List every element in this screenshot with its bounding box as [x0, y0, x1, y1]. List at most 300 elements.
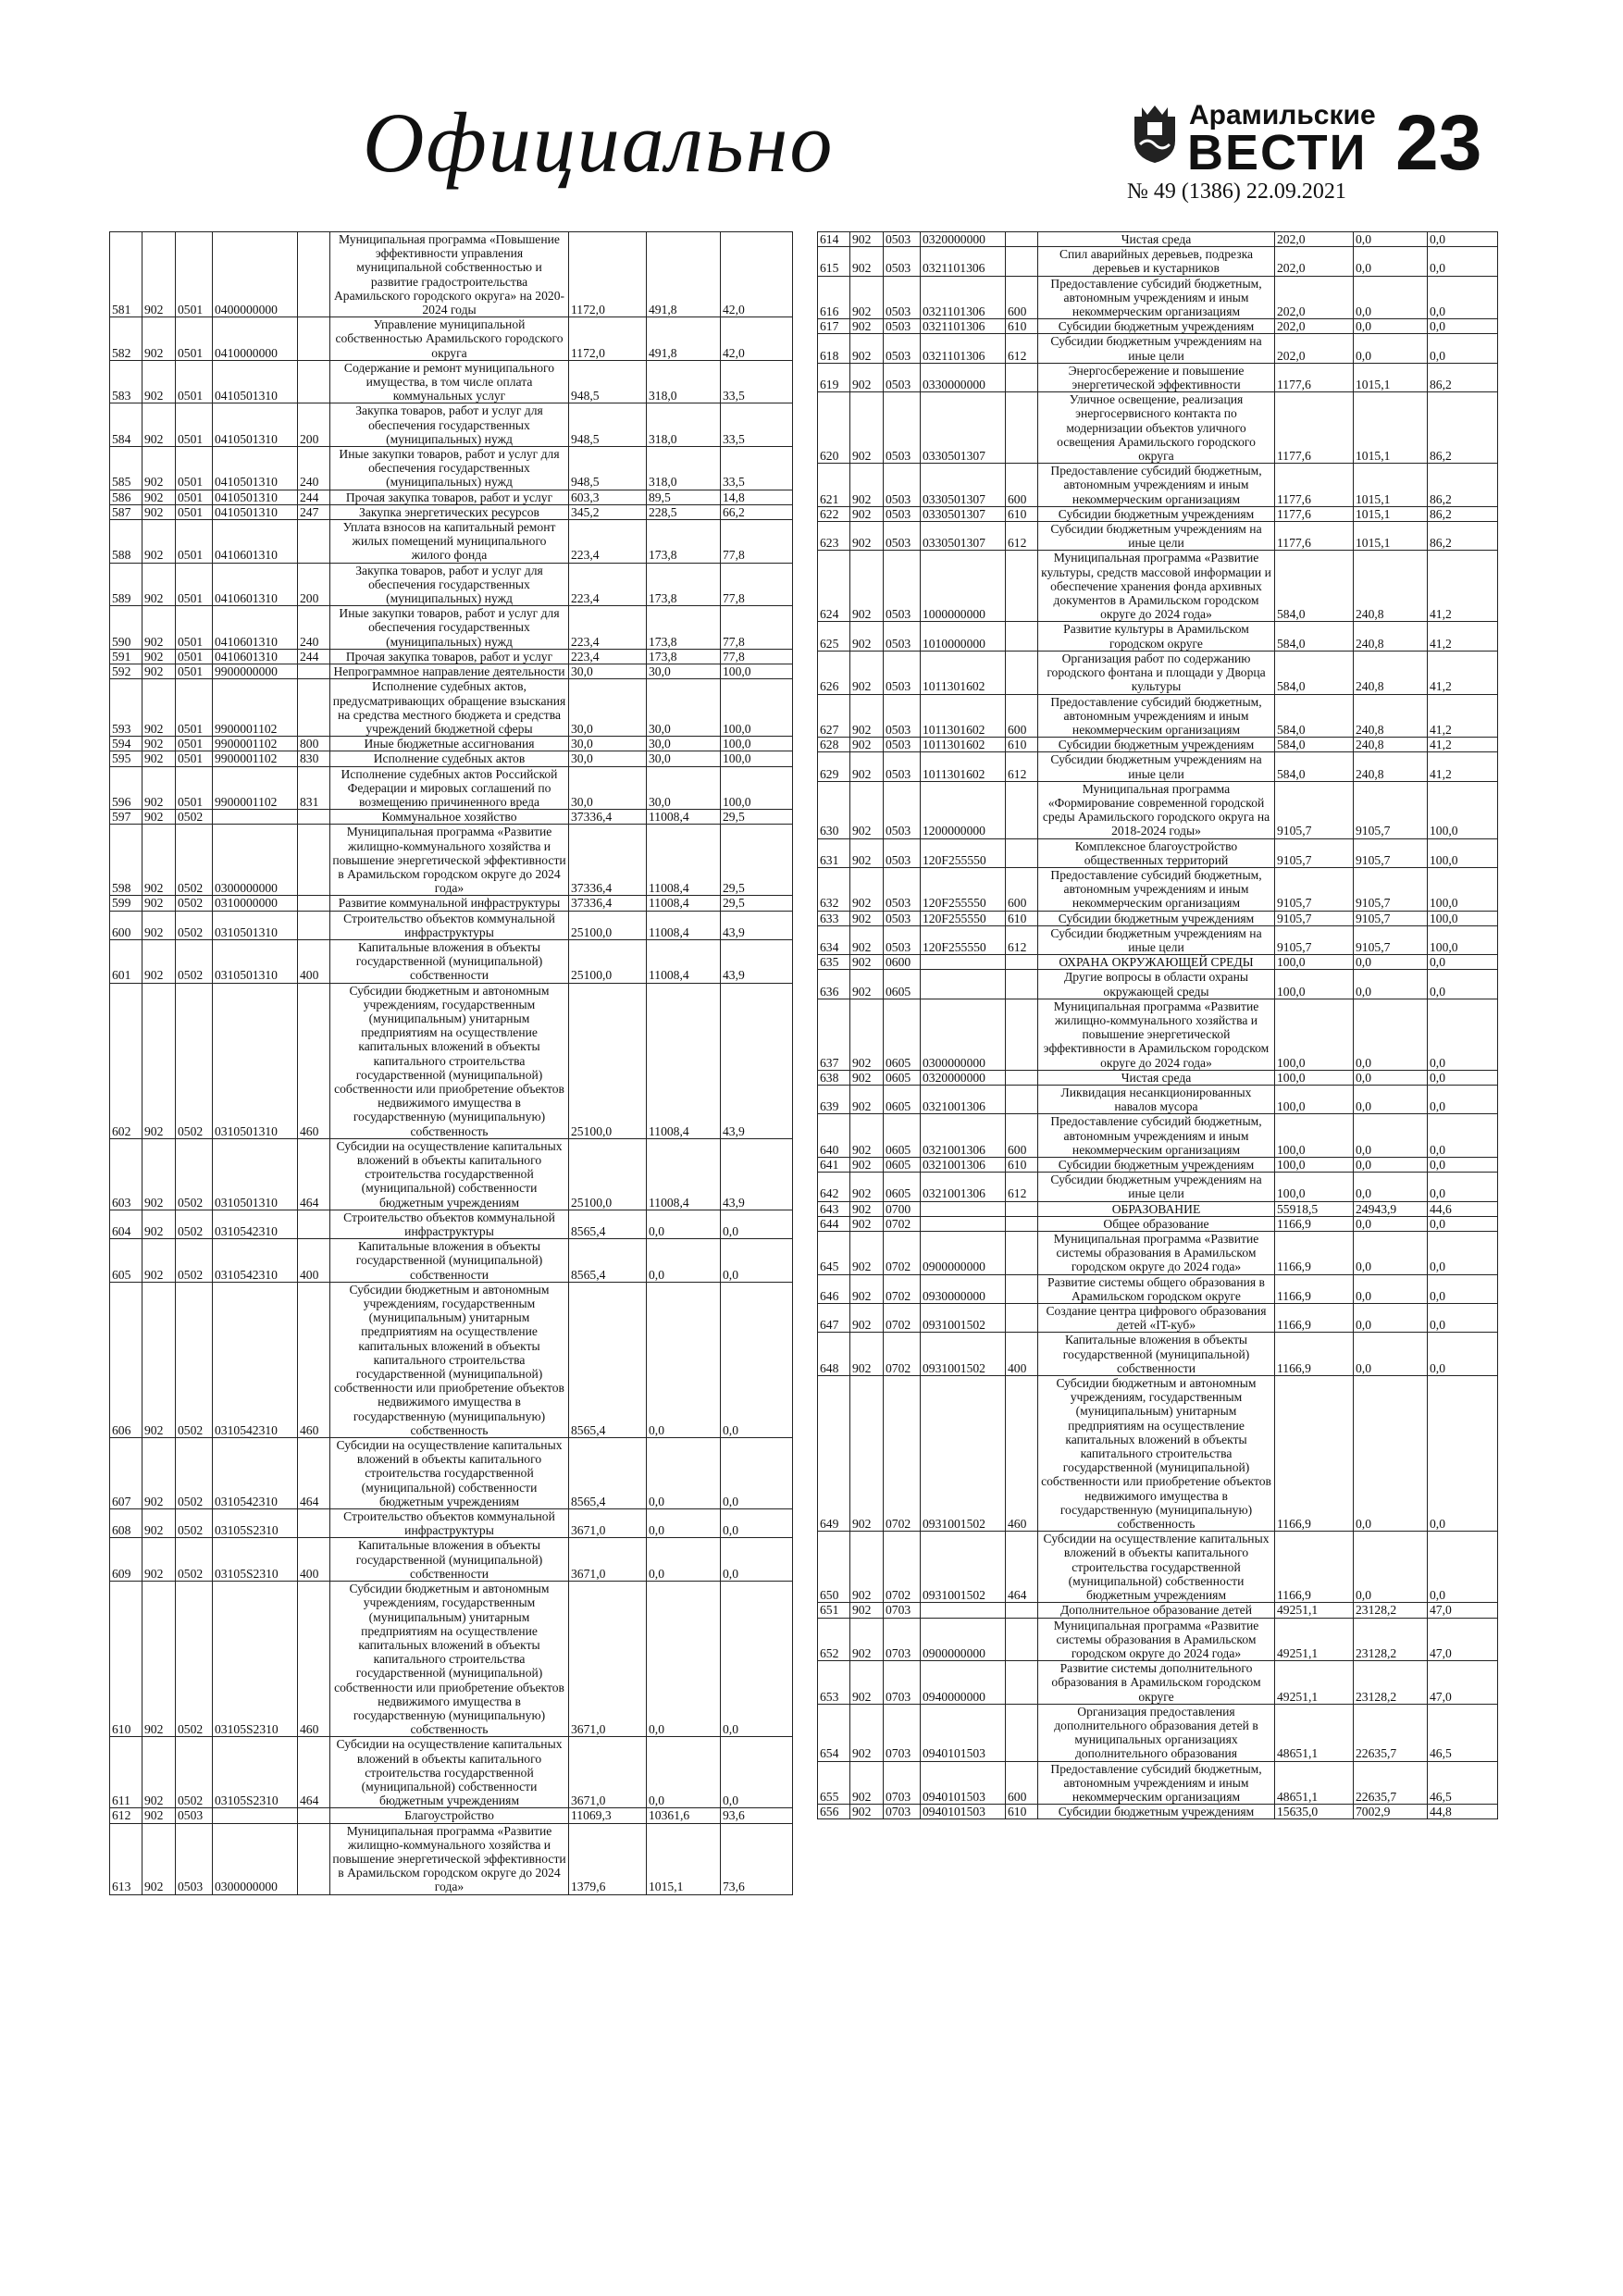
gov-code: 902 — [142, 737, 176, 751]
item-name: Иные закупки товаров, работ и услуг для обеспечения государственных (муниципальных) нужд — [330, 447, 569, 490]
executed-amount: 23128,2 — [1354, 1661, 1428, 1705]
executed-amount: 0,0 — [1354, 1114, 1428, 1158]
planned-amount: 15635,0 — [1275, 1805, 1354, 1819]
section-code: 0501 — [176, 737, 213, 751]
executed-amount: 0,0 — [1354, 247, 1428, 276]
planned-amount: 1177,6 — [1275, 392, 1354, 464]
target-code: 0931001502 — [921, 1304, 1006, 1333]
row-number: 642 — [818, 1173, 850, 1201]
row-number: 608 — [110, 1509, 142, 1538]
item-name: Субсидии бюджетным учреждениям — [1038, 1805, 1275, 1819]
execution-percent: 0,0 — [721, 1210, 793, 1238]
section-code: 0605 — [884, 970, 921, 999]
brand-name-small: Арамильские — [1189, 100, 1376, 130]
execution-percent: 0,0 — [1428, 1532, 1498, 1603]
section-code: 0501 — [176, 606, 213, 650]
execution-percent: 47,0 — [1428, 1618, 1498, 1661]
item-name: Исполнение судебных актов, предусматривающих обращение взыскания на средства местного бюджета и средства учреждений бюджетной сферы — [330, 679, 569, 737]
expense-type: 610 — [1006, 738, 1038, 752]
table-row — [818, 522, 1498, 551]
row-number: 635 — [818, 955, 850, 970]
section-code: 0502 — [176, 825, 213, 896]
executed-amount: 0,0 — [1354, 999, 1428, 1070]
execution-percent: 0,0 — [1428, 276, 1498, 319]
executed-amount: 240,8 — [1354, 752, 1428, 781]
row-number: 586 — [110, 490, 142, 504]
target-code: 0330501307 — [921, 392, 1006, 464]
target-code: 0410601310 — [213, 520, 298, 564]
execution-percent: 0,0 — [721, 1239, 793, 1283]
item-name: Предоставление субсидий бюджетным, автономным учреждениям и иным некоммерческим организациям — [1038, 867, 1275, 911]
table-row — [110, 1138, 793, 1210]
row-number: 653 — [818, 1661, 850, 1705]
table-row — [110, 490, 793, 504]
planned-amount: 1177,6 — [1275, 363, 1354, 391]
item-name: Субсидии бюджетным и автономным учреждениям, государственным (муниципальным) унитарным предприятиям на осуществление капитальных вложений в объекты капитального строительства государственной (муниципальной) собственности или приобретение объектов недвижимого имущества в государственную (муниципальную) собственность — [330, 1582, 569, 1737]
planned-amount: 30,0 — [569, 664, 647, 679]
row-number: 647 — [818, 1304, 850, 1333]
executed-amount: 173,8 — [647, 520, 721, 564]
row-number: 583 — [110, 360, 142, 403]
execution-percent: 0,0 — [1428, 1216, 1498, 1231]
expense-type — [298, 520, 330, 564]
execution-percent: 0,0 — [1428, 1304, 1498, 1333]
gov-code: 902 — [142, 403, 176, 447]
gov-code: 902 — [142, 911, 176, 939]
section-code: 0501 — [176, 679, 213, 737]
executed-amount: 228,5 — [647, 504, 721, 519]
expense-type — [298, 896, 330, 911]
section-code: 0501 — [176, 664, 213, 679]
expense-type: 400 — [298, 939, 330, 983]
row-number: 616 — [818, 276, 850, 319]
table-row — [818, 319, 1498, 334]
expense-type: 610 — [1006, 506, 1038, 521]
expense-type — [1006, 1274, 1038, 1303]
section-code: 0501 — [176, 232, 213, 317]
item-name: Развитие культуры в Арамильском городском округе — [1038, 622, 1275, 651]
executed-amount: 1015,1 — [1354, 506, 1428, 521]
planned-amount: 48651,1 — [1275, 1704, 1354, 1761]
executed-amount: 173,8 — [647, 606, 721, 650]
expense-type: 460 — [298, 1282, 330, 1437]
gov-code: 902 — [142, 1282, 176, 1437]
section-code: 0501 — [176, 520, 213, 564]
execution-percent: 0,0 — [1428, 999, 1498, 1070]
table-row — [818, 247, 1498, 276]
expense-type — [1006, 781, 1038, 838]
planned-amount: 1166,9 — [1275, 1376, 1354, 1532]
section-code: 0502 — [176, 1538, 213, 1582]
row-number: 643 — [818, 1201, 850, 1216]
section-code: 0501 — [176, 447, 213, 490]
execution-percent: 0,0 — [721, 1582, 793, 1737]
section-code: 0502 — [176, 911, 213, 939]
expense-type: 244 — [298, 490, 330, 504]
item-name: Исполнение судебных актов — [330, 751, 569, 766]
gov-code: 902 — [142, 679, 176, 737]
row-number: 628 — [818, 738, 850, 752]
executed-amount: 0,0 — [1354, 1158, 1428, 1173]
item-name: Муниципальная программа «Формирование современной городской среды Арамильского городского округа на 2018-2024 годы» — [1038, 781, 1275, 838]
planned-amount: 1166,9 — [1275, 1333, 1354, 1376]
item-name: Муниципальная программа «Развитие системы образования в Арамильском городском округе до 2024 года» — [1038, 1232, 1275, 1275]
target-code — [213, 1808, 298, 1823]
table-row — [818, 1333, 1498, 1376]
executed-amount: 22635,7 — [1354, 1761, 1428, 1805]
table-row — [818, 1304, 1498, 1333]
executed-amount: 1015,1 — [1354, 464, 1428, 507]
table-row — [818, 276, 1498, 319]
executed-amount: 1015,1 — [1354, 522, 1428, 551]
item-name: Чистая среда — [1038, 1070, 1275, 1085]
target-code: 0410601310 — [213, 606, 298, 650]
item-name: Субсидии бюджетным и автономным учреждениям, государственным (муниципальным) унитарным предприятиям на осуществление капитальных вложений в объекты капитального строительства государственной (муниципальной) собственности или приобретение объектов недвижимого имущества в государственную (муниципальную) собственность — [1038, 1376, 1275, 1532]
row-number: 630 — [818, 781, 850, 838]
gov-code: 902 — [850, 781, 884, 838]
planned-amount: 100,0 — [1275, 1173, 1354, 1201]
row-number: 648 — [818, 1333, 850, 1376]
target-code: 0410601310 — [213, 563, 298, 606]
item-name: Субсидии бюджетным и автономным учреждениям, государственным (муниципальным) унитарным предприятиям на осуществление капитальных вложений в объекты капитального строительства государственной (муниципальной) собственности или приобретение объектов недвижимого имущества в государственную (муниципальную) собственность — [330, 983, 569, 1138]
expense-type: 600 — [1006, 1114, 1038, 1158]
item-name: Муниципальная программа «Развитие жилищно-коммунального хозяйства и повышение энергетической эффективности в Арамильском городском округе до 2024 года» — [330, 1823, 569, 1894]
expense-type — [1006, 970, 1038, 999]
executed-amount: 0,0 — [1354, 955, 1428, 970]
gov-code: 902 — [850, 738, 884, 752]
table-row — [110, 1239, 793, 1283]
execution-percent: 44,6 — [1428, 1201, 1498, 1216]
row-number: 585 — [110, 447, 142, 490]
expense-type: 610 — [1006, 1805, 1038, 1819]
item-name: Предоставление субсидий бюджетным, автономным учреждениям и иным некоммерческим организациям — [1038, 1114, 1275, 1158]
gov-code: 902 — [850, 392, 884, 464]
row-number: 599 — [110, 896, 142, 911]
execution-percent: 86,2 — [1428, 464, 1498, 507]
executed-amount: 9105,7 — [1354, 781, 1428, 838]
item-name: Организация работ по содержанию городского фонтана и площади у Дворца культуры — [1038, 651, 1275, 694]
table-row — [110, 983, 793, 1138]
planned-amount: 37336,4 — [569, 825, 647, 896]
gov-code: 902 — [850, 1158, 884, 1173]
planned-amount: 9105,7 — [1275, 911, 1354, 925]
execution-percent: 0,0 — [1428, 1173, 1498, 1201]
section-code: 0503 — [176, 1823, 213, 1894]
section-code: 0501 — [176, 504, 213, 519]
execution-percent: 46,5 — [1428, 1704, 1498, 1761]
execution-percent: 100,0 — [1428, 925, 1498, 954]
expense-type — [1006, 1070, 1038, 1085]
gov-code: 902 — [850, 651, 884, 694]
gov-code: 902 — [850, 1085, 884, 1113]
item-name: Предоставление субсидий бюджетным, автономным учреждениям и иным некоммерческим организациям — [1038, 694, 1275, 738]
target-code — [921, 955, 1006, 970]
table-row — [110, 649, 793, 664]
item-name: Субсидии на осуществление капитальных вложений в объекты капитального строительства государственной (муниципальной) собственности бюджетным учреждениям — [1038, 1532, 1275, 1603]
target-code: 03105S2310 — [213, 1509, 298, 1538]
expense-type — [1006, 622, 1038, 651]
expense-type: 460 — [298, 983, 330, 1138]
table-row — [818, 999, 1498, 1070]
target-code: 0931001502 — [921, 1532, 1006, 1603]
row-number: 622 — [818, 506, 850, 521]
executed-amount: 0,0 — [1354, 1532, 1428, 1603]
executed-amount: 0,0 — [647, 1438, 721, 1509]
gov-code: 902 — [850, 334, 884, 363]
row-number: 620 — [818, 392, 850, 464]
target-code: 03105S2310 — [213, 1538, 298, 1582]
execution-percent: 29,5 — [721, 825, 793, 896]
target-code: 0321101306 — [921, 276, 1006, 319]
table-row — [110, 447, 793, 490]
planned-amount: 223,4 — [569, 606, 647, 650]
target-code: 9900001102 — [213, 737, 298, 751]
executed-amount: 318,0 — [647, 360, 721, 403]
table-row — [110, 737, 793, 751]
target-code: 0410501310 — [213, 490, 298, 504]
row-number: 601 — [110, 939, 142, 983]
row-number: 613 — [110, 1823, 142, 1894]
executed-amount: 0,0 — [647, 1538, 721, 1582]
section-code: 0503 — [884, 319, 921, 334]
expense-type: 200 — [298, 403, 330, 447]
target-code — [921, 1216, 1006, 1231]
planned-amount: 584,0 — [1275, 551, 1354, 622]
brand-name-big: ВЕСТИ — [1187, 125, 1368, 180]
execution-percent: 0,0 — [1428, 955, 1498, 970]
executed-amount: 10361,6 — [647, 1808, 721, 1823]
row-number: 618 — [818, 334, 850, 363]
planned-amount: 202,0 — [1275, 319, 1354, 334]
item-name: Закупка товаров, работ и услуг для обеспечения государственных (муниципальных) нужд — [330, 403, 569, 447]
planned-amount: 1379,6 — [569, 1823, 647, 1894]
expense-type — [1006, 1216, 1038, 1231]
item-name: Развитие системы дополнительного образования в Арамильском городском округе — [1038, 1661, 1275, 1705]
execution-percent: 100,0 — [1428, 781, 1498, 838]
execution-percent: 0,0 — [1428, 1070, 1498, 1085]
executed-amount: 24943,9 — [1354, 1201, 1428, 1216]
row-number: 619 — [818, 363, 850, 391]
executed-amount: 173,8 — [647, 649, 721, 664]
section-code: 0501 — [176, 360, 213, 403]
table-row — [818, 232, 1498, 247]
expense-type: 247 — [298, 504, 330, 519]
executed-amount: 318,0 — [647, 447, 721, 490]
execution-percent: 0,0 — [1428, 1274, 1498, 1303]
target-code: 0310000000 — [213, 896, 298, 911]
section-code: 0605 — [884, 999, 921, 1070]
item-name: Исполнение судебных актов Российской Федерации и мировых соглашений по возмещению причиненного вреда — [330, 766, 569, 810]
section-code: 0501 — [176, 649, 213, 664]
planned-amount: 48651,1 — [1275, 1761, 1354, 1805]
planned-amount: 30,0 — [569, 737, 647, 751]
expense-type — [1006, 1304, 1038, 1333]
row-number: 614 — [818, 232, 850, 247]
planned-amount: 1166,9 — [1275, 1532, 1354, 1603]
expense-type — [1006, 1661, 1038, 1705]
section-code: 0503 — [884, 738, 921, 752]
item-name: Непрограммное направление деятельности — [330, 664, 569, 679]
executed-amount: 0,0 — [1354, 1376, 1428, 1532]
execution-percent: 100,0 — [721, 737, 793, 751]
execution-percent: 29,5 — [721, 896, 793, 911]
item-name: Прочая закупка товаров, работ и услуг — [330, 649, 569, 664]
execution-percent: 86,2 — [1428, 363, 1498, 391]
execution-percent: 29,5 — [721, 810, 793, 825]
target-code: 0330501307 — [921, 506, 1006, 521]
executed-amount: 30,0 — [647, 679, 721, 737]
planned-amount: 603,3 — [569, 490, 647, 504]
execution-percent: 86,2 — [1428, 392, 1498, 464]
table-row — [818, 970, 1498, 999]
row-number: 623 — [818, 522, 850, 551]
section-code: 0605 — [884, 1173, 921, 1201]
planned-amount: 202,0 — [1275, 334, 1354, 363]
execution-percent: 86,2 — [1428, 522, 1498, 551]
gov-code: 902 — [850, 1232, 884, 1275]
table-row — [818, 622, 1498, 651]
gov-code: 902 — [850, 1761, 884, 1805]
expense-type — [298, 911, 330, 939]
expense-type — [1006, 1201, 1038, 1216]
execution-percent: 43,9 — [721, 939, 793, 983]
table-row — [110, 751, 793, 766]
executed-amount: 11008,4 — [647, 911, 721, 939]
target-code: 9900001102 — [213, 751, 298, 766]
execution-percent: 100,0 — [721, 751, 793, 766]
table-row — [818, 1114, 1498, 1158]
planned-amount: 30,0 — [569, 679, 647, 737]
section-code: 0703 — [884, 1805, 921, 1819]
executed-amount: 23128,2 — [1354, 1603, 1428, 1618]
target-code: 0940101503 — [921, 1805, 1006, 1819]
section-code: 0502 — [176, 1582, 213, 1737]
target-code: 0321001306 — [921, 1085, 1006, 1113]
table-row — [818, 1085, 1498, 1113]
planned-amount: 1177,6 — [1275, 506, 1354, 521]
planned-amount: 49251,1 — [1275, 1661, 1354, 1705]
table-row — [110, 1210, 793, 1238]
expense-type: 460 — [298, 1582, 330, 1737]
section-code: 0502 — [176, 983, 213, 1138]
gov-code: 902 — [850, 551, 884, 622]
executed-amount: 9105,7 — [1354, 911, 1428, 925]
expense-type — [1006, 838, 1038, 867]
item-name: Субсидии на осуществление капитальных вложений в объекты капитального строительства государственной (муниципальной) собственности бюджетным учреждениям — [330, 1138, 569, 1210]
target-code: 0330501307 — [921, 522, 1006, 551]
planned-amount: 100,0 — [1275, 1114, 1354, 1158]
section-code: 0502 — [176, 1210, 213, 1238]
expense-type: 464 — [298, 1737, 330, 1808]
table-row — [818, 551, 1498, 622]
target-code: 0400000000 — [213, 232, 298, 317]
expense-type: 612 — [1006, 334, 1038, 363]
planned-amount: 8565,4 — [569, 1210, 647, 1238]
execution-percent: 33,5 — [721, 447, 793, 490]
budget-table-left — [109, 231, 793, 1895]
gov-code: 902 — [142, 563, 176, 606]
planned-amount: 30,0 — [569, 766, 647, 810]
executed-amount: 89,5 — [647, 490, 721, 504]
expense-type — [298, 664, 330, 679]
target-code: 0320000000 — [921, 232, 1006, 247]
gov-code: 902 — [850, 1216, 884, 1231]
row-number: 611 — [110, 1737, 142, 1808]
execution-percent: 0,0 — [721, 1737, 793, 1808]
table-row — [110, 520, 793, 564]
gov-code: 902 — [142, 504, 176, 519]
table-row — [110, 896, 793, 911]
gov-code: 902 — [850, 1805, 884, 1819]
planned-amount: 1166,9 — [1275, 1232, 1354, 1275]
planned-amount: 948,5 — [569, 403, 647, 447]
planned-amount: 9105,7 — [1275, 838, 1354, 867]
section-code: 0501 — [176, 766, 213, 810]
executed-amount: 0,0 — [647, 1737, 721, 1808]
gov-code: 902 — [142, 1210, 176, 1238]
target-code: 1000000000 — [921, 551, 1006, 622]
planned-amount: 8565,4 — [569, 1438, 647, 1509]
executed-amount: 0,0 — [1354, 232, 1428, 247]
row-number: 641 — [818, 1158, 850, 1173]
section-code: 0702 — [884, 1376, 921, 1532]
planned-amount: 3671,0 — [569, 1582, 647, 1737]
row-number: 656 — [818, 1805, 850, 1819]
execution-percent: 0,0 — [1428, 247, 1498, 276]
gov-code: 902 — [142, 1737, 176, 1808]
section-code: 0501 — [176, 490, 213, 504]
executed-amount: 11008,4 — [647, 810, 721, 825]
planned-amount: 11069,3 — [569, 1808, 647, 1823]
executed-amount: 1015,1 — [647, 1823, 721, 1894]
executed-amount: 0,0 — [1354, 1274, 1428, 1303]
issue-info: № 49 (1386) 22.09.2021 — [1127, 180, 1346, 204]
gov-code: 902 — [850, 1173, 884, 1201]
gov-code: 902 — [850, 276, 884, 319]
row-number: 602 — [110, 983, 142, 1138]
item-name: Предоставление субсидий бюджетным, автономным учреждениям и иным некоммерческим организациям — [1038, 276, 1275, 319]
item-name: Субсидии бюджетным учреждениям на иные цели — [1038, 334, 1275, 363]
gov-code: 902 — [142, 810, 176, 825]
planned-amount: 1166,9 — [1275, 1216, 1354, 1231]
execution-percent: 100,0 — [1428, 838, 1498, 867]
planned-amount: 9105,7 — [1275, 925, 1354, 954]
row-number: 631 — [818, 838, 850, 867]
row-number: 589 — [110, 563, 142, 606]
planned-amount: 223,4 — [569, 563, 647, 606]
gov-code: 902 — [142, 766, 176, 810]
target-code: 0410501310 — [213, 504, 298, 519]
planned-amount: 948,5 — [569, 360, 647, 403]
executed-amount: 0,0 — [1354, 1070, 1428, 1085]
execution-percent: 77,8 — [721, 520, 793, 564]
row-number: 646 — [818, 1274, 850, 1303]
executed-amount: 0,0 — [647, 1210, 721, 1238]
planned-amount: 948,5 — [569, 447, 647, 490]
target-code: 0300000000 — [213, 1823, 298, 1894]
executed-amount: 240,8 — [1354, 738, 1428, 752]
executed-amount: 30,0 — [647, 737, 721, 751]
section-code: 0503 — [884, 464, 921, 507]
expense-type: 612 — [1006, 1173, 1038, 1201]
section-code: 0605 — [884, 1114, 921, 1158]
planned-amount: 3671,0 — [569, 1509, 647, 1538]
row-number: 624 — [818, 551, 850, 622]
table-row — [110, 1582, 793, 1737]
table-row — [818, 1216, 1498, 1231]
table-row — [110, 810, 793, 825]
execution-percent: 100,0 — [721, 664, 793, 679]
